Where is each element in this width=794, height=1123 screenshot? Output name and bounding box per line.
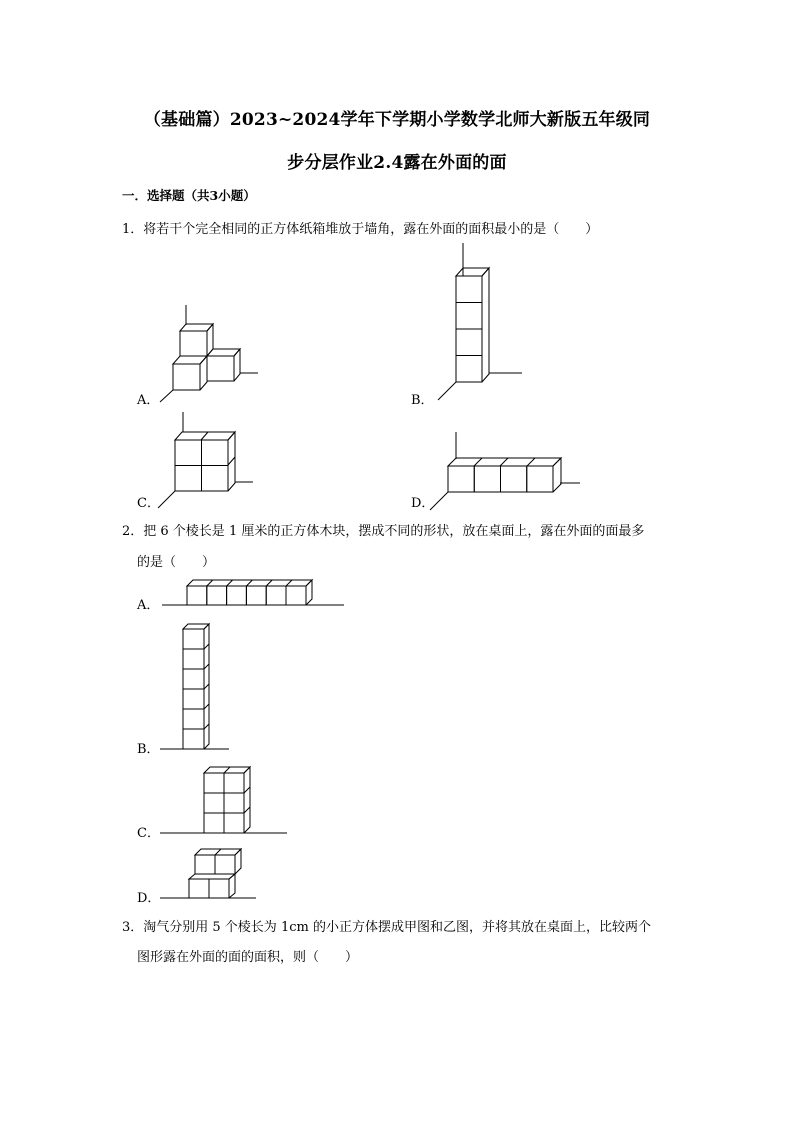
cube-front-face xyxy=(456,276,482,303)
q1-option-c-label[interactable]: C． xyxy=(137,496,160,511)
cube-top-face xyxy=(173,356,207,364)
cubes-side-face xyxy=(229,874,235,898)
cube-front-face xyxy=(456,303,482,330)
q2-option-b-label[interactable]: B． xyxy=(137,742,160,757)
q1-figure-d[interactable] xyxy=(430,432,580,510)
block-side-face xyxy=(244,767,250,833)
q1-figure-a[interactable] xyxy=(160,305,258,402)
floor-edge-diagonal xyxy=(158,491,175,508)
page-title-line-2: 步分层作业2.4露在外面的面 xyxy=(287,153,507,173)
q2-option-d-label[interactable]: D． xyxy=(137,891,161,906)
tower-side-face xyxy=(482,268,489,382)
row-side-face xyxy=(553,458,561,492)
cube-side-face xyxy=(207,324,213,356)
question-2-text-line-1: 2．把 6 个棱长是 1 厘米的正方体木块，摆成不同的形状，放在桌面上，露在外面的面最多 xyxy=(122,524,645,539)
question-2-text-line-2: 的是（ ） xyxy=(137,555,216,570)
section-heading: 一．选择题（共3小题） xyxy=(122,188,256,203)
q1-figure-c[interactable] xyxy=(158,412,253,508)
cube-front-face xyxy=(180,331,207,356)
cube-front-face xyxy=(173,364,200,390)
floor-edge-diagonal xyxy=(430,492,448,510)
cubes-top-face xyxy=(189,874,235,879)
q1-option-b-label[interactable]: B． xyxy=(411,393,434,408)
question-3-text-line-1: 3．淘气分别用 5 个棱长为 1cm 的小正方体摆成甲图和乙图，并将其放在桌面上，比较两个 xyxy=(122,920,651,935)
q2-option-c-label[interactable]: C． xyxy=(137,826,160,841)
row-side-face xyxy=(306,580,312,605)
cube-front-face xyxy=(456,356,482,383)
q2-option-a-label[interactable]: A． xyxy=(137,598,160,613)
cubes-side-face xyxy=(235,849,241,874)
q1-option-d-label[interactable]: D． xyxy=(411,496,435,511)
q2-figure-b[interactable] xyxy=(160,624,229,749)
cube-front-face xyxy=(456,329,482,356)
question-3-text-line-2: 图形露在外面的面的面积，则（ ） xyxy=(137,950,359,965)
cube-side-face xyxy=(234,349,240,381)
question-1-text: 1．将若干个完全相同的正方体纸箱堆放于墙角，露在外面的面积最小的是（ ） xyxy=(122,222,599,237)
page-title-line-1: （基础篇）2023~2024学年下学期小学数学北师大新版五年级同 xyxy=(143,110,651,130)
q2-figure-a[interactable] xyxy=(162,580,344,605)
floor-edge-diagonal xyxy=(438,382,456,400)
floor-edge-diagonal xyxy=(160,390,173,402)
q1-option-a-label[interactable]: A． xyxy=(137,393,160,408)
cube-side-face xyxy=(200,356,207,390)
q2-figure-d[interactable] xyxy=(160,849,256,898)
cube-front-face xyxy=(207,356,234,381)
q2-figure-c[interactable] xyxy=(160,767,287,833)
tower-top-face xyxy=(456,268,489,276)
q1-figure-b[interactable] xyxy=(438,243,522,400)
